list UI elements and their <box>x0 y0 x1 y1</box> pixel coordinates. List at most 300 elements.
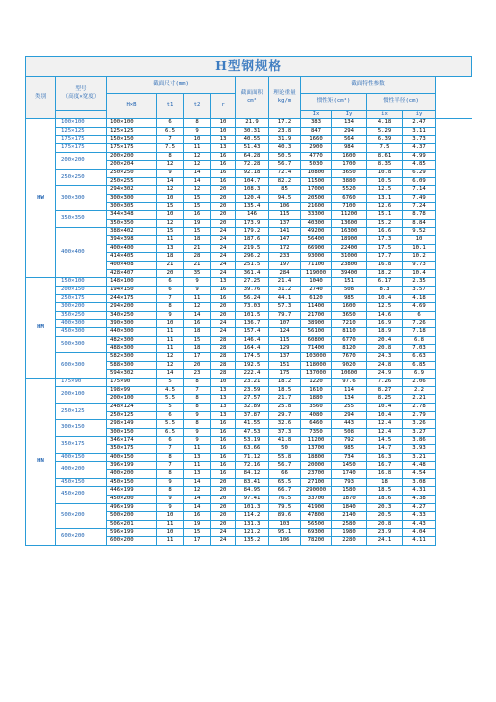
cell-t1: 7 <box>157 445 184 453</box>
cell-iy: 134 <box>332 119 367 127</box>
cell-ry: 4.04 <box>403 529 436 537</box>
cell-iy: 2580 <box>332 520 367 528</box>
cell-a: 174.5 <box>236 353 269 361</box>
cell-rx: 12.5 <box>367 186 403 194</box>
cell-iy: 985 <box>332 294 367 302</box>
cell-ix: 27100 <box>301 478 332 486</box>
header-r: r <box>211 94 236 119</box>
cell-rx: 7.5 <box>367 144 403 152</box>
cell-ry: 3.73 <box>403 136 436 144</box>
cell-sz: 450×200 <box>107 495 157 503</box>
cell-t1: 5.5 <box>157 395 184 403</box>
cell-sz: 125×125 <box>107 127 157 135</box>
cell-ry: 6.29 <box>403 169 436 177</box>
cell-sz: 344×348 <box>107 211 157 219</box>
cell-a: 23.59 <box>236 386 269 394</box>
cell-a: 146 <box>236 211 269 219</box>
cell-iy: 9020 <box>332 361 367 369</box>
cell-t1: 12 <box>157 161 184 169</box>
cell-ix: 20500 <box>301 194 332 202</box>
cell-ix: 20000 <box>301 462 332 470</box>
cell-r: 28 <box>211 370 236 378</box>
cell-sz: 400×408 <box>107 261 157 269</box>
cell-r: 24 <box>211 253 236 261</box>
cell-r: 20 <box>211 303 236 311</box>
cell-w: 18.5 <box>269 386 301 394</box>
cell-w: 41.8 <box>269 437 301 445</box>
cell-rx: 24.3 <box>367 353 403 361</box>
cell-iy: 7100 <box>332 202 367 210</box>
cell-r: 20 <box>211 487 236 495</box>
cell-t1: 11 <box>157 537 184 545</box>
cell-sz: 396×199 <box>107 462 157 470</box>
cell-a: 21.9 <box>236 119 269 127</box>
cell-r: 16 <box>211 453 236 461</box>
cell-ry: 2.78 <box>403 403 436 411</box>
cell-sz: 596×199 <box>107 529 157 537</box>
cell-sz: 100×100 <box>107 119 157 127</box>
spacer-cell <box>436 236 472 244</box>
cell-t1: 15 <box>157 202 184 210</box>
cell-t1: 11 <box>157 520 184 528</box>
cell-ry: 7.49 <box>403 194 436 202</box>
cell-w: 151 <box>269 361 301 369</box>
model-size: 175×90 <box>56 378 107 386</box>
table-row <box>26 478 472 486</box>
cell-w: 106 <box>269 537 301 545</box>
cell-rx: 18.2 <box>367 269 403 277</box>
cell-ry: 3.57 <box>403 286 436 294</box>
cell-a: 71.12 <box>236 453 269 461</box>
cell-t2: 9 <box>184 428 211 436</box>
header-rx: ix <box>367 111 403 119</box>
cell-ry: 4.18 <box>403 294 436 302</box>
cell-ix: 11400 <box>301 303 332 311</box>
model-size: 300×150 <box>56 420 107 437</box>
cell-sz: 390×300 <box>107 320 157 328</box>
cell-t1: 7.5 <box>157 144 184 152</box>
cell-r: 16 <box>211 470 236 478</box>
cell-w: 129 <box>269 345 301 353</box>
cell-rx: 6.39 <box>367 136 403 144</box>
cell-sz: 200×200 <box>107 152 157 160</box>
cell-t1: 6 <box>157 119 184 127</box>
cell-r: 24 <box>211 228 236 236</box>
cell-rx: 14.6 <box>367 311 403 319</box>
cell-r: 24 <box>211 529 236 537</box>
header-t2: t2 <box>184 94 211 119</box>
spacer-cell <box>436 512 472 520</box>
cell-t1: 12 <box>157 186 184 194</box>
cell-a: 157.4 <box>236 328 269 336</box>
cell-t1: 5.5 <box>157 420 184 428</box>
cell-t2: 15 <box>184 529 211 537</box>
cell-r: 16 <box>211 169 236 177</box>
cell-iy: 1700 <box>332 161 367 169</box>
cell-rx: 16.8 <box>367 470 403 478</box>
cell-ry: 6.85 <box>403 361 436 369</box>
table-row <box>26 328 472 336</box>
cell-w: 25.8 <box>269 403 301 411</box>
cell-t1: 11 <box>157 336 184 344</box>
cell-r: 24 <box>211 236 236 244</box>
cell-w: 66.7 <box>269 487 301 495</box>
cell-ix: 2740 <box>301 286 332 294</box>
cell-w: 141 <box>269 228 301 236</box>
model-size: 350×250 <box>56 311 107 319</box>
table-row <box>26 294 472 302</box>
cell-ry: 7.18 <box>403 328 436 336</box>
cell-ix: 3560 <box>301 403 332 411</box>
model-size: 250×250 <box>56 169 107 186</box>
table-row <box>26 311 472 319</box>
cell-sz: 588×300 <box>107 361 157 369</box>
cell-rx: 20.3 <box>367 503 403 511</box>
cell-t2: 12 <box>184 186 211 194</box>
cell-sz: 200×204 <box>107 161 157 169</box>
cell-t1: 11 <box>157 328 184 336</box>
cell-t2: 16 <box>184 211 211 219</box>
cell-t2: 9 <box>184 286 211 294</box>
header-area: 截面面积cm² <box>236 77 269 119</box>
cell-a: 72.28 <box>236 161 269 169</box>
cell-w: 79.5 <box>269 503 301 511</box>
cell-rx: 8.3 <box>367 286 403 294</box>
table-row <box>26 420 472 428</box>
cell-ix: 7350 <box>301 428 332 436</box>
spacer-cell <box>436 228 472 236</box>
spacer-cell <box>436 370 472 378</box>
cell-rx: 20.8 <box>367 345 403 353</box>
cell-r: 16 <box>211 294 236 302</box>
spacer-cell <box>436 520 472 528</box>
cell-iy: 8120 <box>332 345 367 353</box>
cell-ix: 11500 <box>301 177 332 185</box>
table-row <box>26 353 472 361</box>
cell-w: 57.3 <box>269 303 301 311</box>
cell-iy: 1740 <box>332 470 367 478</box>
cell-sz: 248×124 <box>107 403 157 411</box>
cell-t2: 15 <box>184 228 211 236</box>
cell-iy: 984 <box>332 144 367 152</box>
cell-w: 37.3 <box>269 428 301 436</box>
cell-a: 187.6 <box>236 236 269 244</box>
cell-w: 44.1 <box>269 294 301 302</box>
cell-sz: 400×150 <box>107 453 157 461</box>
cell-sz: 506×201 <box>107 520 157 528</box>
cell-sz: 350×175 <box>107 445 157 453</box>
cell-rx: 12.6 <box>367 202 403 210</box>
cell-a: 101.5 <box>236 311 269 319</box>
cell-ix: 21600 <box>301 202 332 210</box>
cell-t2: 9 <box>184 437 211 445</box>
cell-sz: 482×300 <box>107 336 157 344</box>
cell-t1: 20 <box>157 269 184 277</box>
cell-a: 30.31 <box>236 127 269 135</box>
cell-iy: 6770 <box>332 336 367 344</box>
cell-ry: 3.21 <box>403 453 436 461</box>
table-row <box>26 186 472 194</box>
cell-a: 135.2 <box>236 537 269 545</box>
cell-a: 72.16 <box>236 462 269 470</box>
spacer-cell <box>436 462 472 470</box>
cell-t2: 19 <box>184 520 211 528</box>
cell-a: 41.55 <box>236 420 269 428</box>
cell-sz: 200×100 <box>107 395 157 403</box>
cell-t2: 12 <box>184 152 211 160</box>
cell-r: 16 <box>211 286 236 294</box>
cell-rx: 23.9 <box>367 529 403 537</box>
cell-sz: 600×200 <box>107 537 157 545</box>
cell-a: 51.43 <box>236 144 269 152</box>
model-size: 400×150 <box>56 453 107 461</box>
cell-t1: 8 <box>157 487 184 495</box>
model-size: 300×200 <box>56 303 107 311</box>
cell-sz: 300×300 <box>107 194 157 202</box>
cell-t1: 9 <box>157 478 184 486</box>
cell-rx: 16.7 <box>367 462 403 470</box>
cell-sz: 350×350 <box>107 219 157 227</box>
cell-ix: 47800 <box>301 512 332 520</box>
cell-rx: 6.17 <box>367 278 403 286</box>
cell-sz: 294×302 <box>107 186 157 194</box>
cell-r: 24 <box>211 244 236 252</box>
cell-t2: 16 <box>184 320 211 328</box>
cell-sz: 500×200 <box>107 512 157 520</box>
cell-ix: 290000 <box>301 487 332 495</box>
table-row <box>26 437 472 445</box>
cell-a: 47.53 <box>236 428 269 436</box>
header-section-props: 截面特性参数 <box>301 77 436 94</box>
cell-t2: 35 <box>184 269 211 277</box>
cell-ix: 18800 <box>301 453 332 461</box>
cell-iy: 1600 <box>332 152 367 160</box>
model-size: 350×175 <box>56 437 107 454</box>
cell-t1: 6.5 <box>157 127 184 135</box>
cell-ry: 3.27 <box>403 428 436 436</box>
cell-a: 131.3 <box>236 520 269 528</box>
cell-sz: 450×150 <box>107 478 157 486</box>
cell-t1: 9 <box>157 495 184 503</box>
cell-r: 20 <box>211 503 236 511</box>
header-t1: t1 <box>157 94 184 119</box>
cell-iy: 1840 <box>332 503 367 511</box>
cell-t1: 10 <box>157 529 184 537</box>
cell-ix: 5030 <box>301 161 332 169</box>
cell-r: 16 <box>211 152 236 160</box>
cell-t1: 8 <box>157 152 184 160</box>
cell-t2: 8 <box>184 420 211 428</box>
table-row <box>26 453 472 461</box>
cell-r: 24 <box>211 269 236 277</box>
cell-t1: 15 <box>157 228 184 236</box>
cell-a: 179.2 <box>236 228 269 236</box>
cell-ix: 40300 <box>301 219 332 227</box>
cell-a: 104.7 <box>236 177 269 185</box>
cell-t1: 8 <box>157 303 184 311</box>
cell-rx: 14.5 <box>367 437 403 445</box>
cell-ix: 1610 <box>301 386 332 394</box>
cell-w: 124 <box>269 328 301 336</box>
cell-a: 101.3 <box>236 503 269 511</box>
cell-iy: 11200 <box>332 211 367 219</box>
cell-ix: 78200 <box>301 537 332 545</box>
cell-r: 24 <box>211 537 236 545</box>
cell-r: 28 <box>211 353 236 361</box>
cell-a: 296.2 <box>236 253 269 261</box>
cell-iy: 564 <box>332 136 367 144</box>
header-model-title: 型号 <box>75 85 87 92</box>
cell-ix: 66900 <box>301 244 332 252</box>
model-size: 200×200 <box>56 152 107 169</box>
cell-ix: 33700 <box>301 495 332 503</box>
cell-w: 21.4 <box>269 278 301 286</box>
cell-ix: 6120 <box>301 294 332 302</box>
cell-iy: 1980 <box>332 529 367 537</box>
cell-w: 29.7 <box>269 411 301 419</box>
spacer-cell <box>436 345 472 353</box>
spacer-cell <box>436 286 472 294</box>
cell-ry: 6.63 <box>403 353 436 361</box>
cell-t1: 12 <box>157 361 184 369</box>
cell-a: 40.55 <box>236 136 269 144</box>
cell-r: 13 <box>211 403 236 411</box>
cell-r: 10 <box>211 127 236 135</box>
spacer-cell <box>436 411 472 419</box>
cell-rx: 10.5 <box>367 177 403 185</box>
header-ix: Ix <box>301 111 332 119</box>
cell-t1: 5 <box>157 378 184 386</box>
cell-ix: 56500 <box>301 520 332 528</box>
cell-w: 89.6 <box>269 512 301 520</box>
cell-sz: 582×300 <box>107 353 157 361</box>
spacer-cell <box>436 244 472 252</box>
cell-ry: 10 <box>403 236 436 244</box>
spacer-cell <box>436 320 472 328</box>
header-weight: 理论重量kg/m <box>269 77 301 119</box>
model-size: 400×200 <box>56 462 107 479</box>
cell-t2: 21 <box>184 261 211 269</box>
cell-rx: 24.1 <box>367 537 403 545</box>
cell-sz: 446×199 <box>107 487 157 495</box>
cell-a: 114.2 <box>236 512 269 520</box>
cell-w: 106 <box>269 202 301 210</box>
cell-a: 64.28 <box>236 152 269 160</box>
cell-a: 92.18 <box>236 169 269 177</box>
spacer-cell <box>436 269 472 277</box>
cell-sz: 496×199 <box>107 503 157 511</box>
cell-w: 82.2 <box>269 177 301 185</box>
cell-iy: 1580 <box>332 487 367 495</box>
cell-ix: 1880 <box>301 395 332 403</box>
model-size: 175×175 <box>56 136 107 144</box>
spacer-cell <box>436 353 472 361</box>
cell-sz: 340×250 <box>107 311 157 319</box>
cell-t2: 13 <box>184 470 211 478</box>
cell-w: 85 <box>269 186 301 194</box>
category-code: HM <box>26 278 56 378</box>
cell-rx: 16.9 <box>367 320 403 328</box>
cell-r: 24 <box>211 261 236 269</box>
cell-r: 16 <box>211 428 236 436</box>
cell-iy: 3650 <box>332 311 367 319</box>
cell-ix: 6460 <box>301 420 332 428</box>
cell-iy: 6760 <box>332 194 367 202</box>
cell-r: 24 <box>211 320 236 328</box>
cell-ry: 8.84 <box>403 219 436 227</box>
table-row <box>26 119 472 127</box>
cell-t2: 14 <box>184 503 211 511</box>
cell-t2: 16 <box>184 512 211 520</box>
category-code: HW <box>26 119 56 278</box>
spacer-cell <box>436 470 472 478</box>
cell-rx: 10.4 <box>367 403 403 411</box>
cell-t2: 11 <box>184 462 211 470</box>
cell-t2: 11 <box>184 294 211 302</box>
cell-ry: 4.11 <box>403 537 436 545</box>
cell-sz: 346×174 <box>107 437 157 445</box>
cell-a: 136.7 <box>236 320 269 328</box>
cell-t1: 11 <box>157 236 184 244</box>
table-row <box>26 127 472 135</box>
cell-ix: 847 <box>301 127 332 135</box>
cell-ry: 4.48 <box>403 462 436 470</box>
spacer-cell <box>436 119 472 127</box>
cell-ry: 7.24 <box>403 202 436 210</box>
cell-ry: 2.79 <box>403 411 436 419</box>
cell-t1: 7 <box>157 462 184 470</box>
table-row <box>26 462 472 470</box>
cell-rx: 17.7 <box>367 253 403 261</box>
cell-w: 233 <box>269 253 301 261</box>
cell-r: 20 <box>211 311 236 319</box>
cell-t1: 6 <box>157 411 184 419</box>
header-model-sub: （高度×宽度） <box>62 93 100 100</box>
cell-a: 120.4 <box>236 194 269 202</box>
cell-t2: 13 <box>184 453 211 461</box>
cell-ix: 21700 <box>301 311 332 319</box>
cell-w: 40.3 <box>269 144 301 152</box>
cell-ix: 119000 <box>301 269 332 277</box>
cell-r: 13 <box>211 411 236 419</box>
cell-iy: 1600 <box>332 303 367 311</box>
cell-rx: 20.8 <box>367 520 403 528</box>
cell-r: 20 <box>211 219 236 227</box>
model-size: 350×350 <box>56 211 107 228</box>
table-row <box>26 487 472 495</box>
cell-sz: 300×150 <box>107 428 157 436</box>
table-row <box>26 136 472 144</box>
cell-rx: 4.18 <box>367 119 403 127</box>
cell-ry: 6.9 <box>403 370 436 378</box>
spacer-cell <box>436 161 472 169</box>
cell-rx: 10.4 <box>367 411 403 419</box>
cell-t2: 14 <box>184 177 211 185</box>
cell-w: 72.4 <box>269 169 301 177</box>
cell-w: 103 <box>269 520 301 528</box>
cell-w: 107 <box>269 320 301 328</box>
cell-a: 27.25 <box>236 278 269 286</box>
header-model <box>56 77 107 111</box>
model-size: 450×150 <box>56 478 107 486</box>
cell-ry: 3.08 <box>403 478 436 486</box>
cell-rx: 10.8 <box>367 169 403 177</box>
cell-t2: 12 <box>184 161 211 169</box>
spacer-cell <box>436 529 472 537</box>
cell-a: 37.87 <box>236 411 269 419</box>
cell-iy: 31000 <box>332 253 367 261</box>
cell-r: 20 <box>211 202 236 210</box>
